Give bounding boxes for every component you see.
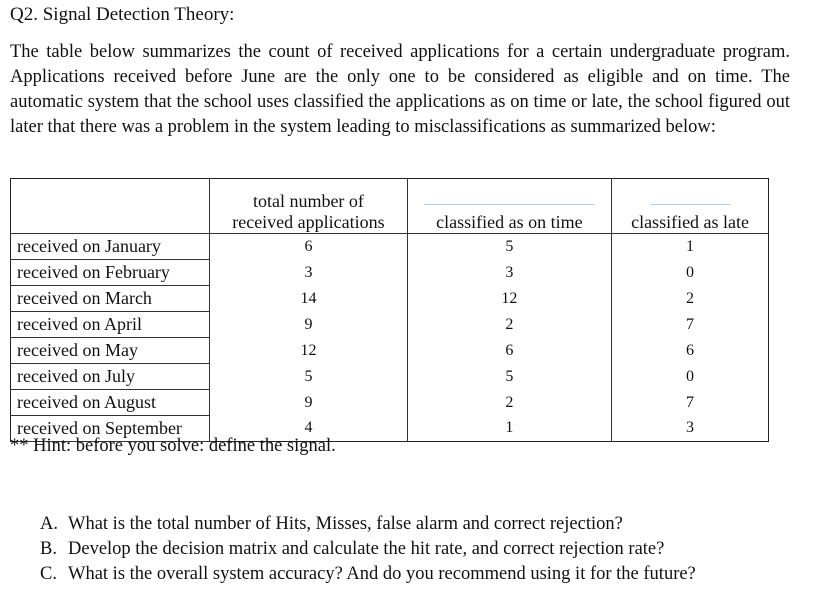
row-late: 3 — [612, 416, 769, 442]
row-total: 3 — [210, 260, 407, 286]
row-total: 14 — [210, 286, 407, 312]
question-letter: C. — [40, 564, 57, 584]
table-row — [11, 234, 769, 260]
row-total: 9 — [210, 312, 407, 338]
applications-table — [10, 178, 769, 442]
question-text: What is the overall system accuracy? And do you recommend using it for the future? — [68, 564, 696, 584]
table-row — [11, 286, 769, 312]
question-item — [40, 537, 696, 562]
row-label: received on February — [11, 260, 210, 286]
table-header-row — [11, 179, 769, 234]
row-late: 1 — [612, 234, 769, 260]
question-text: What is the total number of Hits, Misses, false alarm and correct rejection? — [68, 514, 623, 534]
question-item — [40, 512, 696, 537]
row-late: 2 — [612, 286, 769, 312]
row-total: 9 — [210, 390, 407, 416]
row-total: 6 — [210, 234, 407, 260]
row-total: 12 — [210, 338, 407, 364]
row-on-time: 12 — [407, 286, 611, 312]
row-late: 7 — [612, 390, 769, 416]
row-label: received on August — [11, 390, 210, 416]
header-empty-cell — [11, 179, 210, 234]
row-label: received on July — [11, 364, 210, 390]
header-late — [612, 179, 769, 234]
header-on-time — [407, 179, 611, 234]
row-on-time: 3 — [407, 260, 611, 286]
row-late: 6 — [612, 338, 769, 364]
header-on-time-label: classified as on time — [436, 212, 583, 232]
question-letter: B. — [40, 539, 57, 559]
hint-text: ** Hint: before you solve: define the signal. — [10, 436, 336, 456]
problem-description: The table below summarizes the count of received applications for a certain undergraduate program. Applications received before June are the only one to be considered as eligible and on time. The automatic system that the school uses classified the applications as on time or late, the school figured out later that there was a problem in the system leading to misclassifications as summarized below: — [10, 42, 790, 137]
row-on-time: 6 — [407, 338, 611, 364]
table-body — [11, 234, 769, 442]
row-label: received on January — [11, 234, 210, 260]
question-text: Develop the decision matrix and calculate the hit rate, and correct rejection rate? — [68, 539, 665, 559]
header-total-line1: total number of — [252, 191, 364, 211]
row-on-time: 2 — [407, 312, 611, 338]
question-item — [40, 562, 696, 587]
row-late: 7 — [612, 312, 769, 338]
table-row — [11, 338, 769, 364]
row-label: received on September — [11, 416, 210, 442]
row-label: received on March — [11, 286, 210, 312]
row-label: received on May — [11, 338, 210, 364]
row-total: 5 — [210, 364, 407, 390]
row-on-time: 1 — [407, 416, 611, 442]
row-late: 0 — [612, 260, 769, 286]
table-row — [11, 390, 769, 416]
table-row — [11, 364, 769, 390]
row-label: received on April — [11, 312, 210, 338]
question-title: Q2. Signal Detection Theory: — [10, 4, 235, 25]
table-row — [11, 260, 769, 286]
header-underline — [650, 202, 730, 205]
header-underline — [424, 202, 594, 205]
questions-list — [40, 512, 696, 587]
row-on-time: 2 — [407, 390, 611, 416]
question-letter: A. — [40, 514, 58, 534]
header-total — [210, 179, 407, 234]
row-on-time: 5 — [407, 234, 611, 260]
header-late-label: classified as late — [631, 212, 750, 232]
row-late: 0 — [612, 364, 769, 390]
header-total-line2: received applications — [232, 212, 385, 232]
row-total: 4 — [210, 416, 407, 442]
row-on-time: 5 — [407, 364, 611, 390]
table-row — [11, 312, 769, 338]
